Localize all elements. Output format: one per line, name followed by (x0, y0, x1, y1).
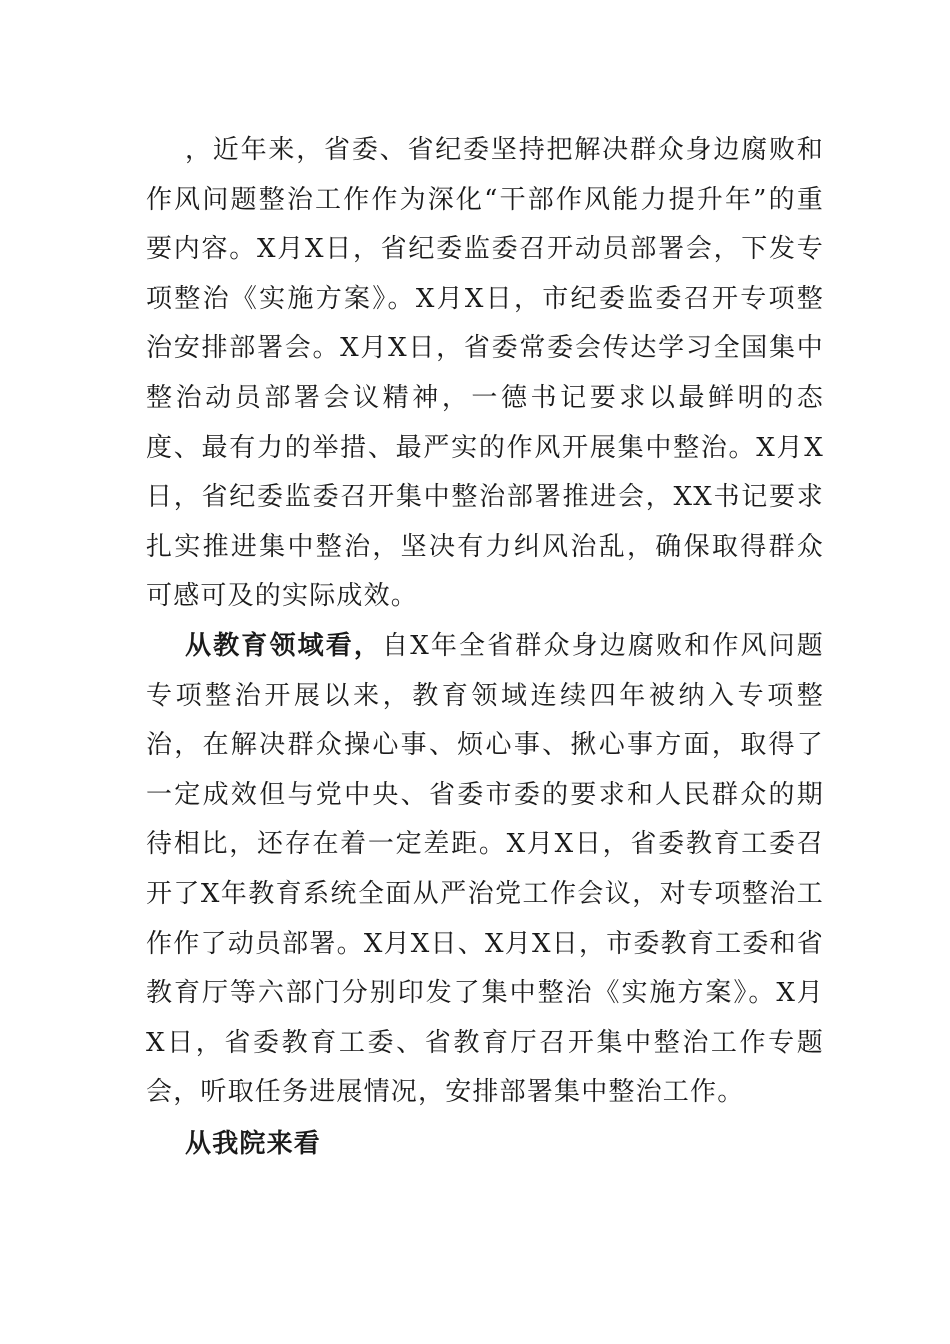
paragraph-text: 自X年全省群众身边腐败和作风问题专项整治开展以来，教育领域连续四年被纳入专项整治，在解决群众操心事、烦心事、揪心事方面，取得了一定成效但与党中央、省委市委的要求和人民群众的期待相比，还存在着一定差距。X月X日，省委教育工委召开了X年教育系统全面从严治党工作会议，对专项整治工作作了动员部署。X月X日、X月X日，市委教育工委和省教育厅等六部门分别印发了集中整治《实施方案》。X月X日，省委教育工委、省教育厅召开集中整治工作专题会，听取任务进展情况，安排部署集中整治工作。 (146, 630, 824, 1108)
paragraph-text: ，近年来，省委、省纪委坚持把解决群众身边腐败和作风问题整治工作作为深化“干部作风能力提升年”的重要内容。X月X日，省纪委监委召开动员部署会，下发专项整治《实施方案》。X月X日，市纪委监委召开专项整治安排部署会。X月X日，省委常委会传达学习全国集中整治动员部署会议精神，一德书记要求以最鲜明的态度、最有力的举措、最严实的作风开展集中整治。X月X日，省纪委监委召开集中整治部署推进会，XX书记要求扎实推进集中整治，坚决有力纠风治乱，确保取得群众可感可及的实际成效。 (146, 135, 824, 612)
paragraph-lead: 从教育领域看， (185, 630, 383, 661)
document-body (146, 126, 824, 1169)
paragraph-intro (146, 126, 824, 622)
section-heading: 从我院来看 (185, 1128, 322, 1159)
paragraph-education (146, 622, 824, 1118)
